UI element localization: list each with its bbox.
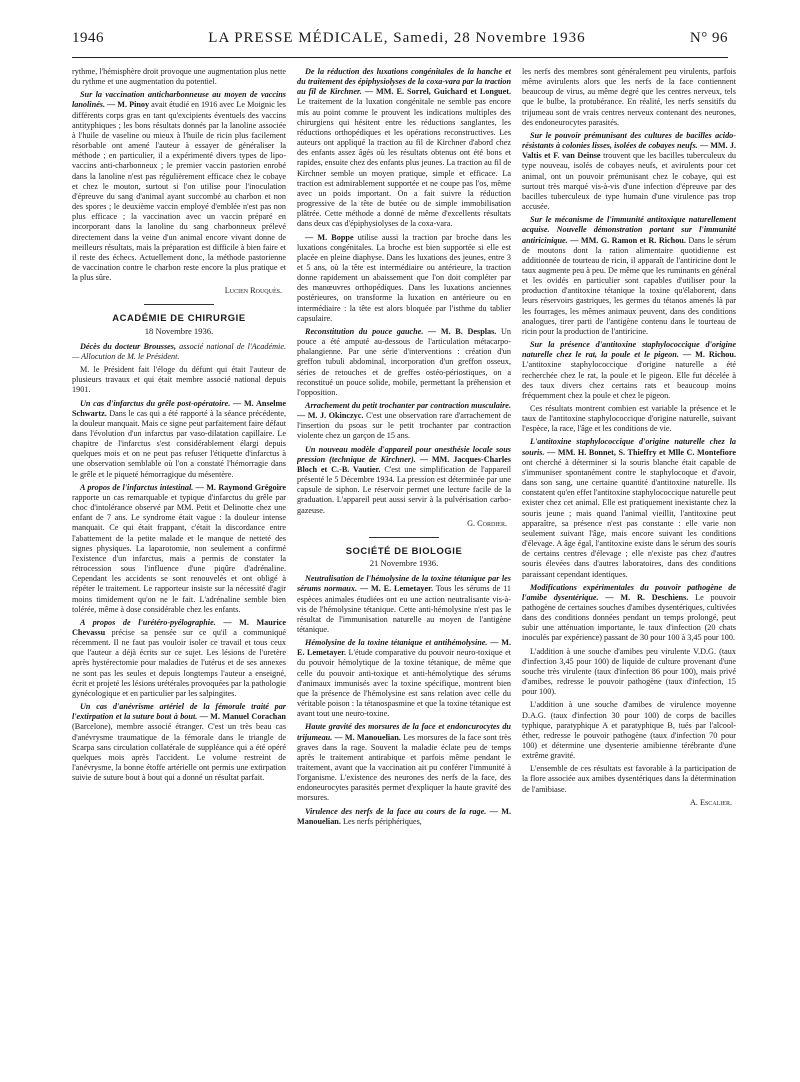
- article: [72, 483, 286, 615]
- paragraph: L'addition à une souche d'amibes de virulence moyenne D.A.G. (taux d'infection 30 pour 100) de corps de bacilles typhique, paratyphique A et paratyphique B, tués par l'alcool-éther, redresse le pouvoir pathogène (taux d'infection 70 pour 100) et détermine une dysenterie amibienne térébrante d'une extrême gravité.: [522, 700, 736, 761]
- article-title: Haute gravité des morsures de la face et endoncurocytes du trijumeau.: [297, 722, 511, 742]
- section-heading: SOCIÉTÉ DE BIOLOGIE: [345, 544, 463, 556]
- article-body: rapporte un cas remarquable et typique d'infarctus du grêle par choc d'intolérance observé par MM. Petit et Delinotte chez une enfant de 7 ans. Le syndrome était vague : la douleur intense manquait. Ce qui était frappant, c'était la discordance entre l'abattement de la petite malade et le manque de netteté des signes physiques. La laparotomie, non seulement a confirmé l'existence d'un infarctus, mais a permis de constater la rétrocession sous l'influence d'une piqûre d'adrénaline. Cependant les accidents se sont renouvelés et ont obligé à répéter le traitement. Le rapporteur insiste sur la nécessité d'agir moins timidement qu'on ne le fait. L'adrénaline semble bien tolérée, même à dose considérable chez les enfants.: [72, 492, 286, 614]
- article-title: Reconstitution du pouce gauche.: [305, 326, 424, 336]
- article-title: Un nouveau modèle d'appareil pour anesthésie locale sous pression (technique de Kirchner).: [297, 444, 511, 464]
- article-title: Virulence des nerfs de la face au cours de la rage.: [305, 806, 487, 816]
- article-body: précise sa pensée sur ce qu'il a communiqué récemment. Il ne faut pas vouloir isoler ce travail et tous ceux que l'auteur a déjà écrits sur ce sujet. Les lésions de l'uretère après hystérectomie pour maladies de l'utérus et de ses annexes ne sont pas les seules et depuis longtemps l'auteur a enseigné, écrit et projeté les lésions urétérales provoquées par la pathologie gynécologique et en particulier par les salpingites.: [72, 627, 286, 698]
- section-date: 18 Novembre 1936.: [144, 325, 214, 336]
- article-body: utilise aussi la traction par broche dans les luxations congénitales. La broche est bien supportée si elle est placée en pleine diaphyse. Dans les luxations des jeunes, entre 3 et 5 ans, où la tête est intermédiaire ou antérieure, la traction donne rapidement un abaissement que l'on doit compléter par des manœuvres orthopédiques. Dans les luxations anciennes postérieures, on transforme la luxation en antérieure ou en intermédiaire : la tête est alors bloquée par l'isthme du tablier capsulaire.: [297, 232, 511, 323]
- article-title: Sur le mécanisme de l'immunité antitoxique naturellement acquise. Nouvelle démonstration portant sur l'immunité antiricinique.: [522, 215, 736, 245]
- article: [297, 574, 511, 635]
- signature: G. Cordier.: [467, 518, 507, 528]
- article-title: Neutralisation de l'hémolysine de la toxine tétanique par les sérums normaux.: [297, 574, 511, 594]
- article-title: Arrachement du petit trochanter par contraction musculaire.: [305, 401, 511, 410]
- article-subtitle: associé national de l'Académie. — Allocution de M. le Président.: [72, 341, 286, 361]
- paragraph: L'ensemble de ces résultats est favorable à la participation de la flore associée aux amibes dysentériques dans la détermination de l'amibiase.: [522, 764, 736, 794]
- column-3: [522, 67, 736, 1067]
- article: [72, 90, 286, 283]
- article: [72, 399, 286, 480]
- separator: [144, 304, 214, 305]
- article-author: — MM. Jacques-Charles Bloch et C.-B. Vautier.: [297, 454, 511, 474]
- article: [297, 807, 511, 827]
- article-author: — M. E. Lemetayer.: [297, 638, 511, 658]
- article: [522, 583, 736, 644]
- article: [522, 131, 736, 212]
- article-title: De la réduction des luxations congénitales de la hanche et du traitement des épiphysiolyses de la coxa-vara par la traction au fil de Kirchner.: [297, 67, 511, 97]
- separator: [369, 537, 439, 538]
- article: [297, 638, 511, 719]
- signature: Lucien Rouquès.: [224, 286, 282, 296]
- article-author: — M. B. Desplas.: [428, 326, 497, 336]
- paragraph: L'addition à une souche d'amibes peu virulente V.D.G. (taux d'infection 3,45 pour 100) de liquide de culture provenant d'une souche très virulente (taux d'infection 86 pour 100), mais privé d'amibes, redresse le pouvoir pathogène (taux d'infection, 15 pour 100).: [522, 646, 736, 697]
- article-title: A propos de l'infarctus intestinal.: [80, 482, 194, 492]
- article-title: A propos de l'urétéro-pyélographie.: [80, 617, 216, 627]
- article: [522, 215, 736, 337]
- header-rule: [72, 57, 728, 58]
- article: [297, 67, 511, 230]
- article-title: Sur le pouvoir prémunisant des cultures de bacilles acido-résistants à colonies lisses, isolées de cobayes neufs.: [522, 130, 736, 151]
- article-author: — M. Boppe: [305, 232, 354, 242]
- article-title: Un cas d'infarctus du grêle post-opératoire.: [80, 398, 231, 408]
- article-body: Dans le cas qui a été rapporté à la séance précédente, la douleur manquait. Mais ce signe peut parfaitement faire défaut dans l'évolution d'un infarctus par vaso-dilatation capillaire. Le chapitre de l'infarctus s'est considérablement élargi depuis quelques mois et on ne peut pas refuser l'étiquette d'infarctus à une observation semblable où l'on a constaté l'hémorragie dans le grêle et le piqueté hémorragique du mésentère.: [72, 408, 286, 479]
- article-body: Dans le sérum de moutons dont la ration alimentaire quotidienne est additionnée de tourteau de ricin, il apparaît de l'antiricine dont le taux augmente peu à peu. De même que les ruminants en général et les ovidés en particulier sont capables d'utiliser pour la production d'antitoxine tétanique la toxine qu'élaborent, dans leurs réservoirs gastriques, les germes du tétanos amenés là par les fourrages, les mêmes animaux peuvent, dans des conditions analogues, tirer parti de l'antigène contenu dans le tourteau de ricin pour la production de l'antiricine.: [522, 235, 736, 336]
- issue-number: N° 96: [689, 30, 728, 46]
- article: [72, 618, 286, 699]
- article-body: Le pouvoir pathogène de certaines souches d'amibes dysentériques, cultivées dans des conditions données pendant un temps prolongé, peut subir une atténuation importante, le taux d'infection (20 chats inoculés par expérience) passant de 30 pour 100 à 3,45 pour 100.: [522, 592, 736, 643]
- page-header: [72, 30, 728, 56]
- article-body: M. le Président fait l'éloge du défunt qui était l'auteur de plusieurs travaux et qui était membre associé national depuis 1901.: [72, 365, 286, 395]
- article-body: L'antitoxine staphylococcique d'origine naturelle a été recherchée chez le rat, la poule et le pigeon. Elle fut décelée à des taux divers chez certains rats et beaucoup moins fréquemment chez la poule et chez le pigeon.: [522, 360, 736, 400]
- article-title: Hémolysine de la toxine tétanique et antihémolysine.: [305, 638, 488, 648]
- article-body: C'est une observation rare d'arrachement de l'insertion du psoas sur le petit trochanter par contraction violente chez un garçon de 15 ans.: [297, 411, 511, 441]
- paragraph: rythme, l'hémisphère droit provoque une augmentation plus nette du rythme et une augmentation du potentiel.: [72, 67, 286, 87]
- article-author: — M. E. Lemetayer.: [359, 584, 434, 594]
- article-author: — M. Manouelian.: [297, 806, 511, 826]
- article: [297, 401, 511, 442]
- article-author: — MM. J. Valtis et F. van Deinse: [522, 141, 736, 161]
- paragraph: les nerfs des membres sont généralement peu virulents, parfois même avirulents alors que les nerfs de la face contiennent beaucoup de virus, au même degré que les centres nerveux, tels que le bulbe, la protubérance. En réalité, les nerfs sensitifs du trijumeau sont de vrais centres nerveux contenant des neurones, des endoneurocytes parasités.: [522, 67, 736, 127]
- article-author: — M. Manuel Corachan: [199, 712, 286, 722]
- article: [72, 342, 286, 362]
- article-body: Un pouce a été amputé au-dessous de l'articulation métacarpo-phalangienne. Par une série d'interventions : création d'un greffon tubuli abdominal, incorporation d'un greffon osseux, séries de retouches et de greffes ostéo-périostiques, on a reconstitué un pouce solide, mobile, permettant la préhension et l'opposition.: [297, 326, 511, 397]
- article-title: L'antitoxine staphylococcique d'origine naturelle chez la souris.: [522, 437, 736, 457]
- article: [297, 233, 511, 324]
- article-title: Modifications expérimentales du pouvoir pathogène de l'amibe dysentérique.: [522, 582, 736, 602]
- article: [522, 340, 736, 401]
- article-body: ont cherché à déterminer si la souris blanche était capable de s'immuniser spontanément contre le staphylocoque et d'avoir, dans son sang, une certaine quantité d'antitoxine naturelle. Ils constatent qu'en effet l'antitoxine staphylococcique naturelle peut exister chez cet animal. Elle est pratiquement inexistante chez la souris jeune ; mais quand l'animal vieillit, l'antitoxine peut apparaître, sa présence n'est pas constante : elle varie non seulement suivant l'âge, mais encore suivant les conditions d'élevage. A âge égal, l'antitoxine existe dans le sérum des souris de certains centres d'élevage ; elle n'existe pas chez d'autres souris élevées dans d'autres laboratoires, dans des conditions paraissant cependant identiques.: [522, 457, 736, 579]
- page-number: 1946: [72, 30, 104, 46]
- article-body: Le traitement de la luxation congénitale ne semble pas encore mis au point comme le prouvent les indications multiples des chirurgiens qui hésitent entre les réductions sanglantes, les réductions orthopédiques et les opérations reconstructives. Les auteurs ont appliqué la traction au fil de Kirchner d'abord chez des enfants assez âgés où les résultats obtenus ont été bons et rapides, ensuite chez des enfants plus jeunes. La traction au fil de Kirchner semble un moyen pratique, simple et efficace. La traction est admirablement supportée et ne coupe pas l'os, même avec un poids important. On a fait suivre la réduction progressive de la tête de butée ou de simple immobilisation plâtrée. Cette méthode a donné de même d'excellents résultats dans deux cas d'épiphysiolyses de la coxa-vara.: [297, 97, 511, 229]
- column-1: [72, 67, 286, 1067]
- article-author: — MM. G. Ramon et R. Richou.: [570, 235, 686, 245]
- article-title: Sur la présence d'antitoxine staphylococcique d'origine naturelle chez le rat, la poule et le pigeon.: [522, 340, 736, 360]
- article-author: — M. Anselme Schwartz.: [72, 398, 286, 418]
- article-title: Sur la vaccination anticharbonneuse au moyen de vaccins lanolinés.: [72, 90, 286, 110]
- article-body: (Barcelone), membre associé étranger. C'est un très beau cas d'anévrysme traumatique de la fémorale dans le triangle de Scarpa sans circulation collatérale de suppléance qui a été opéré quelques mois après l'accident. Le volume restreint de l'anévrysme, la bonne étoffe artérielle ont permis une extirpation suivie de suture bout à bout qui a donné un résultat parfait.: [72, 722, 286, 783]
- article-title: Un cas d'anévrisme artériel de la fémorale traité par l'extirpation et la suture bout à bout.: [72, 702, 286, 722]
- article: [522, 437, 736, 579]
- article-body: Les morsures de la face sont très graves dans la rage. Souvent la maladie éclate peu de temps après le traitement antirabique et parfois même pendant le traitement, avant que la vaccination ait pu conférer l'immunité à l'organisme. L'existence des neurones des nerfs de la face, des endoneurocytes parasités permet d'expliquer la haute gravité des morsures.: [297, 732, 511, 803]
- article: [297, 445, 511, 516]
- article-author: — M. J. Okinczyc.: [297, 411, 364, 421]
- article-author: — M. Manouelian.: [334, 732, 401, 742]
- article: [72, 702, 286, 783]
- journal-title: LA PRESSE MÉDICALE, Samedi, 28 Novembre 1936: [208, 30, 586, 46]
- article-author: — M. Richou.: [682, 350, 736, 360]
- article-author: — M. Maurice Chevassu: [72, 617, 286, 637]
- article-author: — MM. H. Bonnet, S. Thieffry et Mlle C. Montefiore: [547, 447, 736, 457]
- article-author: — M. Raymond Grégoire: [195, 482, 286, 492]
- article-author: — M. Pinoy: [107, 100, 150, 110]
- section-date: 21 Novembre 1936.: [369, 558, 439, 569]
- article: [297, 327, 511, 398]
- article-title: Décès du docteur Brousses,: [80, 341, 177, 351]
- signature: A. Escalier.: [689, 797, 732, 807]
- article-body: C'est une simplification de l'appareil présenté le 5 Décembre 1934. La pression est déterminée par une capsule de siphon. Le réservoir permet une lecture facile de la graduation. L'appareil peut aussi servir à la pulvérisation carbo-gazeuse.: [297, 464, 511, 515]
- article: [297, 722, 511, 803]
- column-2: [297, 67, 511, 1067]
- article-author: — MM. E. Sorrel, Guichard et Longuet.: [364, 87, 511, 97]
- article-author: — M. R. Deschiens.: [605, 592, 689, 602]
- article-body: avait étudié en 1916 avec Le Moignic les différents corps gras en tant qu'excipients éventuels des vaccins antityphiques ; les bons résultats donnés par la lanoline associée à l'huile de vaseline ou mieux à l'huile de ricin plus facilement résorbable ont amené l'auteur à essayer de généraliser la méthode ; en particulier, il a expérimenté divers types de lipo-vaccins anti-charbonneux ; le premier vaccin pastorien enrobé dans la lanoline n'est pas régulièrement efficace chez le cobaye et chez le mouton, surtout si l'on utilise pour l'inoculation d'épreuve du sang d'animal ayant succombé au charbon et non des spores ; le deuxième vaccin employé d'emblée n'est pas non plus efficace ; la vaccination avec un vaccin préparé en incorporant dans la lanoline du sang charbonneux prélevé directement dans la veine d'un animal encore vivant donne de meilleurs résultats, mais la préparation est difficile à bien faire et il reste des échecs. Actuellement donc, la méthode pastorienne de vaccination contre le charbon reste encore la plus pratique et la plus sûre.: [72, 100, 286, 283]
- section-heading: ACADÉMIE DE CHIRURGIE: [112, 312, 246, 324]
- text-columns: [72, 67, 737, 1067]
- article-body: Les nerfs périphériques,: [342, 816, 422, 826]
- article-body: trouvent que les bacilles tuberculeux du type nouveau, isolés de cobayes neufs, et avirulents pour cet animal, ont un pouvoir prémunisant chez le cobaye, qui est surtout très marqué vis-à-vis d'une infection d'épreuve par des bacilles tuberculeux de type humain d'une virulence pas trop accusée.: [522, 151, 736, 212]
- article-body: Tous les sérums de 11 espèces animales étudiées ont eu une action neutralisante vis-à-vis de l'hémolysine tétanique. Cette anti-hémolysine n'est pas le résultat de l'immunisation naturelle au moyen de l'antigène tétanique.: [297, 584, 511, 634]
- article-body: L'étude comparative du pouvoir neuro-toxique et du pouvoir hémolytique de la toxine tétanique, de même que celle du pouvoir anti-toxique et anti-hémolytique des sérums d'animaux immunisés avec la toxine spécifique, montrent bien que la présence de l'hémolysine est sans relation avec celle du véritable poison : la tétanospasmine et que la toxine tétanique est avant tout une neuro-toxine.: [297, 648, 511, 719]
- paragraph: Ces résultats montrent combien est variable la présence et le taux de l'antitoxine staphylococcique d'origine naturelle, suivant l'espèce, la race, l'âge et les conditions de vie.: [522, 404, 736, 434]
